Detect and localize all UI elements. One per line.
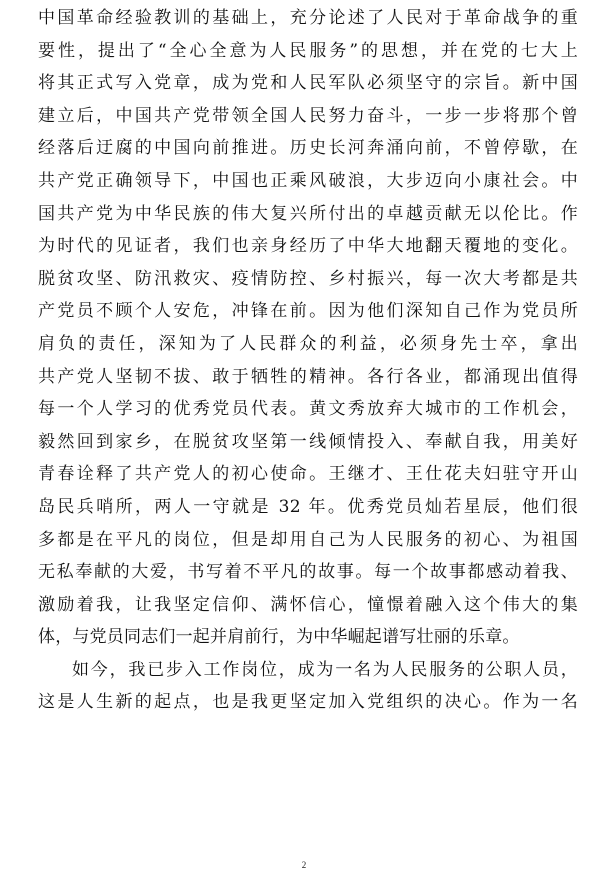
text-line-13: 每一个人学习的优秀党员代表。黄文秀放弃大城市的工作机会， bbox=[38, 399, 578, 420]
text-line-2: 要性，提出了“全心全意为人民服务”的思想，并在党的七大上 bbox=[38, 40, 578, 61]
text-line-3: 将其正式写入党章，成为党和人民军队必须坚守的宗旨。新中国 bbox=[38, 73, 578, 94]
text-line-1: 中国革命经验教训的基础上，充分论述了人民对于革命战争的重 bbox=[38, 8, 578, 28]
text-line-18: 无私奉献的大爱，书写着不平凡的故事。每一个故事都感动着我、 bbox=[38, 562, 578, 583]
text-line-21: 如今，我已步入工作岗位，成为一名为人民服务的公职人员， bbox=[72, 659, 578, 680]
text-line-11: 肩负的责任，深知为了人民群众的利益，必须身先士卒，拿出 bbox=[38, 333, 578, 354]
page-number: 2 bbox=[301, 860, 307, 870]
text-line-4: 建立后，中国共产党带领全国人民努力奋斗，一步一步将那个曾 bbox=[38, 105, 578, 126]
text-line-17: 多都是在平凡的岗位，但是却用自己为人民服务的初心、为祖国 bbox=[38, 529, 578, 550]
text-line-6: 共产党正确领导下，中国也正乘风破浪，大步迈向小康社会。中 bbox=[38, 170, 578, 191]
body-text bbox=[38, 2, 578, 719]
text-line-19: 激励着我，让我坚定信仰、满怀信心，憧憬着融入这个伟大的集 bbox=[38, 594, 578, 615]
text-line-5: 经落后迂腐的中国向前推进。历史长河奔涌向前，不曾停歇，在 bbox=[38, 138, 578, 159]
text-line-10: 产党员不顾个人安危，冲锋在前。因为他们深知自己作为党员所 bbox=[38, 301, 578, 322]
text-line-20: 体，与党员同志们一起并肩前行，为中华崛起谱写壮丽的乐章。 bbox=[38, 627, 520, 648]
text-line-7: 国共产党为中华民族的伟大复兴所付出的卓越贡献无以伦比。作 bbox=[38, 203, 578, 224]
text-line-8: 为时代的见证者，我们也亲身经历了中华大地翻天覆地的变化。 bbox=[38, 236, 578, 257]
text-line-14: 毅然回到家乡，在脱贫攻坚第一线倾情投入、奉献自我，用美好 bbox=[38, 431, 578, 452]
text-line-15: 青春诠释了共产党人的初心使命。王继才、王仕花夫妇驻守开山 bbox=[38, 464, 578, 485]
text-line-22: 这是人生新的起点，也是我更坚定加入党组织的决心。作为一名 bbox=[38, 692, 578, 713]
text-line-12: 共产党人坚韧不拔、敢于牺牲的精神。各行各业，都涌现出值得 bbox=[38, 366, 578, 387]
text-line-16: 岛民兵哨所，两人一守就是 32 年。优秀党员灿若星辰，他们很 bbox=[38, 496, 578, 517]
text-line-9: 脱贫攻坚、防汛救灾、疫情防控、乡村振兴，每一次大考都是共 bbox=[38, 268, 578, 289]
